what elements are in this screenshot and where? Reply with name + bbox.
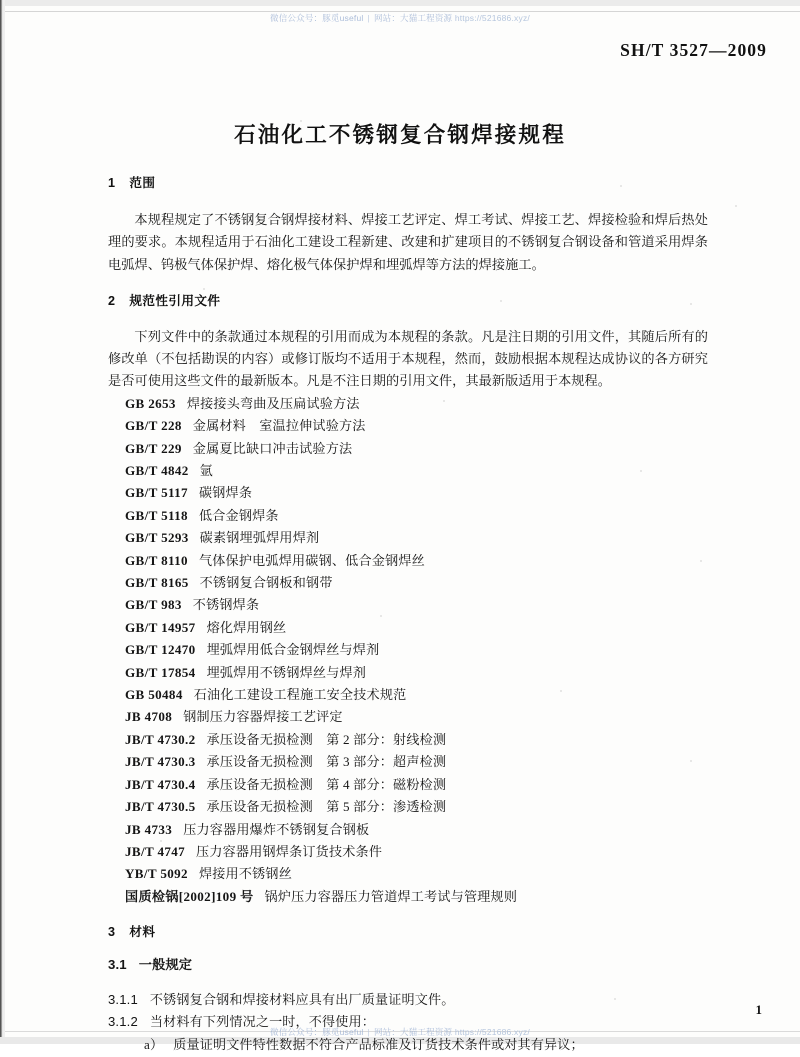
reference-code: GB/T 12470 [125,642,196,658]
reference-title: 不锈钢复合钢板和钢带 [199,575,333,591]
reference-title: 承压设备无损检测 第 4 部分：磁粉检测 [206,776,447,792]
watermark-url: https://521686.xyz/ [454,13,530,23]
reference-code: GB 2653 [125,395,176,411]
section-title-2: 规范性引用文件 [129,293,221,308]
reference-title: 金属材料 室温拉伸试验方法 [192,418,366,434]
section-number-1: 1 [108,176,116,190]
reference-code: 国质检锅[2002]109 号 [125,888,254,904]
watermark-site: 网站：大猫工程资源 [373,1027,453,1037]
list-item [108,662,708,684]
reference-title: 埋弧焊用不锈钢焊丝与焊剂 [206,664,367,680]
list-item [108,863,708,885]
clause-text: 不锈钢复合钢和焊接材料应具有出厂质量证明文件。 [149,991,455,1007]
list-item [108,774,708,796]
list-item [108,594,708,616]
clause-number: 3.1.1 [108,991,138,1007]
list-item [108,751,708,773]
reference-code: JB 4733 [125,821,173,837]
section-heading-3 [108,921,708,940]
item-text: 质量证明文件特性数据不符合产品标准及订货技术条件或对其有异议； [173,1036,584,1052]
list-item [108,639,708,661]
reference-title: 钢制压力容器焊接工艺评定 [183,709,343,725]
clause-3-1-1 [108,989,708,1012]
reference-title: 低合金钢焊条 [198,507,279,523]
reference-code: GB 50484 [125,687,183,703]
reference-title: 氩 [199,463,213,478]
page-title: 石油化工不锈钢复合钢焊接规程 [234,123,566,148]
reference-title: 压力容器用钢焊条订货技术条件 [196,843,383,859]
reference-code: JB/T 4747 [125,843,186,859]
list-item [108,886,708,908]
reference-code: JB/T 4730.3 [125,754,196,770]
reference-code: JB 4708 [125,709,173,725]
reference-title: 承压设备无损检测 第 3 部分：超声检测 [206,754,447,770]
page-number: 1 [755,1002,762,1017]
watermark-site: 网站：大猫工程资源 [373,13,453,23]
watermark-bottom [0,1026,800,1038]
body-column [108,172,708,1057]
reference-code: GB/T 5118 [125,507,188,523]
reference-code: GB/T 5117 [125,485,188,501]
reference-code: GB/T 8165 [125,575,189,591]
watermark-top [0,12,800,24]
reference-code: JB/T 4730.5 [125,799,196,815]
watermark-wechat: 微信公众号：豚觅useful [270,13,364,23]
scan-speck [735,205,737,207]
section-2-paragraph: 下列文件中的条款通过本规程的引用而成为本规程的条款。凡是注日期的引用文件，其随后所有的修改单（不包括勘误的内容）或修订版均不适用于本规程，然而，鼓励根据本规程达成协议的各方研究是否可使用这些文件的最新版本。凡是不注日期的引用文件，其最新版适用于本规程。 [108,328,708,389]
section-1-paragraph: 本规程规定了不锈钢复合钢焊接材料、焊接工艺评定、焊工考试、焊接工艺、焊接检验和焊后热处理的要求。本规程适用于石油化工建设工程新建、改建和扩建项目的不锈钢复合钢设备和管道采用焊条电弧焊、钨极气体保护焊、熔化极气体保护焊和埋弧焊等方法的焊接施工。 [108,212,708,272]
normative-references-list [108,393,708,908]
watermark-wechat: 微信公众号：豚觅useful [270,1027,364,1037]
reference-title: 气体保护电弧焊用碳钢、低合金钢焊丝 [198,552,425,568]
section-heading-1 [108,172,708,191]
reference-code: JB/T 4730.2 [125,731,196,747]
list-item [108,706,708,728]
reference-code: JB/T 4730.4 [125,776,196,792]
list-item [108,796,708,818]
reference-code: GB/T 17854 [125,664,196,680]
section-title-3: 材料 [129,925,156,940]
list-item [108,617,708,639]
clause-text: 当材料有下列情况之一时，不得使用： [149,1014,376,1030]
watermark-url: https://521686.xyz/ [454,1027,530,1037]
list-item [108,684,708,706]
list-item [108,527,708,549]
subsection-title: 一般规定 [138,957,193,973]
list-item [108,415,708,437]
reference-title: 碳钢焊条 [198,485,253,501]
list-item [108,819,708,841]
item-marker: a） [144,1036,164,1052]
scan-edge-left-inner [3,0,5,1044]
clause-number: 3.1.2 [108,1014,138,1030]
reference-title: 石油化工建设工程施工安全技术规范 [193,687,407,703]
list-item [108,550,708,572]
standard-number: SH/T 3527—2009 [620,40,767,60]
watermark-separator: | [367,13,370,23]
reference-title: 金属夏比缺口冲击试验方法 [192,440,353,456]
list-item [108,572,708,594]
reference-code: GB/T 229 [125,440,182,456]
reference-code: GB/T 8110 [125,552,188,568]
list-item [108,729,708,751]
reference-title: 锅炉压力容器压力管道焊工考试与管理规则 [264,888,518,904]
reference-code: GB/T 14957 [125,619,196,635]
subsection-heading-3-1 [108,954,708,977]
section-heading-2 [108,290,708,309]
reference-title: 焊接用不锈钢丝 [198,866,292,882]
list-item [108,438,708,460]
list-item [108,482,708,504]
section-number-3: 3 [108,925,116,940]
reference-title: 熔化焊用钢丝 [206,619,287,635]
list-item [108,460,708,482]
reference-code: GB/T 4842 [125,463,189,478]
subsection-number: 3.1 [108,957,127,973]
reference-title: 碳素钢埋弧焊用焊剂 [199,530,320,546]
list-item [108,505,708,527]
section-title-1: 范围 [129,176,156,190]
reference-code: GB/T 983 [125,597,182,613]
reference-title: 埋弧焊用低合金钢焊丝与焊剂 [206,642,380,658]
scan-band-top [0,0,800,6]
reference-title: 不锈钢焊条 [192,597,260,613]
reference-title: 焊接接头弯曲及压扁试验方法 [186,395,360,411]
section-number-2: 2 [108,293,116,308]
reference-code: GB/T 5293 [125,530,189,546]
list-item [108,841,708,863]
reference-title: 承压设备无损检测 第 2 部分：射线检测 [206,731,447,747]
reference-title: 承压设备无损检测 第 5 部分：渗透检测 [206,799,447,815]
reference-title: 压力容器用爆炸不锈钢复合钢板 [183,821,370,837]
reference-code: YB/T 5092 [125,866,188,882]
watermark-separator: | [367,1027,370,1037]
reference-code: GB/T 228 [125,418,182,434]
list-item [108,393,708,415]
